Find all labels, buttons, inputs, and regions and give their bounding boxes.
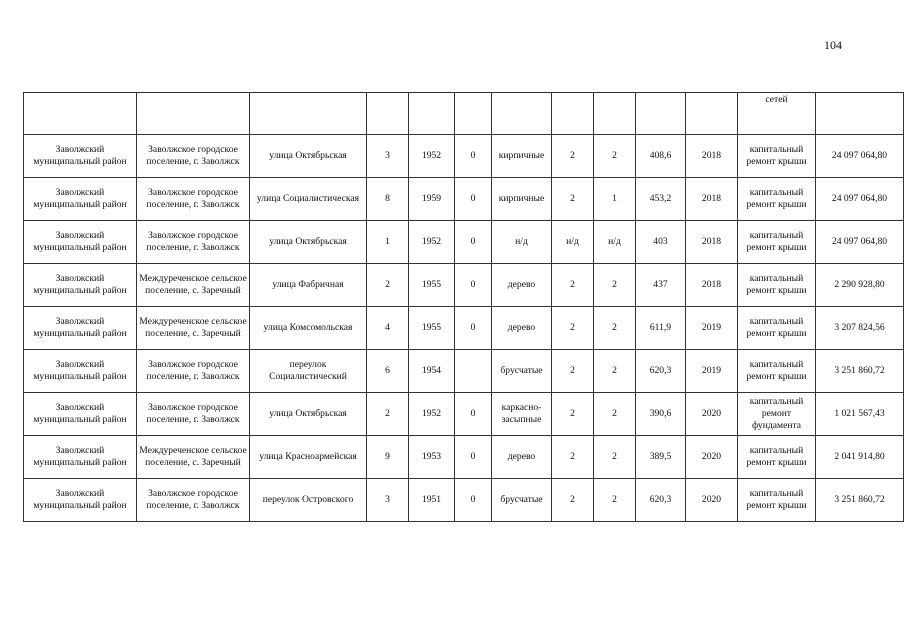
house-number-cell: 1 xyxy=(367,221,409,264)
wear-cell: 0 xyxy=(455,221,492,264)
area-cell: 389,5 xyxy=(636,436,686,479)
settlement-cell: Заволжское городское поселение, г. Заволжск xyxy=(137,178,250,221)
district-cell: Заволжский муниципальный район xyxy=(24,178,137,221)
settlement-cell: Междуреченское сельское поселение, с. Заречный xyxy=(137,436,250,479)
table-cell xyxy=(137,93,250,135)
year-built-cell: 1959 xyxy=(409,178,455,221)
settlement-cell: Заволжское городское поселение, г. Заволжск xyxy=(137,479,250,522)
district-cell: Заволжский муниципальный район xyxy=(24,479,137,522)
entrances-cell: 2 xyxy=(594,393,636,436)
entrances-cell: 1 xyxy=(594,178,636,221)
wall-material-cell: н/д xyxy=(492,221,552,264)
wall-material-cell: кирпичные xyxy=(492,178,552,221)
wall-material-cell: каркасно-засыпные xyxy=(492,393,552,436)
year-built-cell: 1952 xyxy=(409,135,455,178)
cost-cell: 1 021 567,43 xyxy=(816,393,904,436)
entrances-cell: 2 xyxy=(594,436,636,479)
table-cell xyxy=(250,93,367,135)
year-built-cell: 1955 xyxy=(409,264,455,307)
wall-material-cell: брусчатые xyxy=(492,350,552,393)
house-number-cell: 6 xyxy=(367,350,409,393)
area-cell: 390,6 xyxy=(636,393,686,436)
table-cell xyxy=(636,93,686,135)
cost-cell: 3 251 860,72 xyxy=(816,350,904,393)
entrances-cell: н/д xyxy=(594,221,636,264)
area-cell: 611,9 xyxy=(636,307,686,350)
street-cell: улица Красноармейская xyxy=(250,436,367,479)
wear-cell: 0 xyxy=(455,307,492,350)
entrances-cell: 2 xyxy=(594,350,636,393)
area-cell: 408,6 xyxy=(636,135,686,178)
repair-type-cell: капитальный ремонт крыши xyxy=(738,178,816,221)
entrances-cell: 2 xyxy=(594,479,636,522)
cost-cell: 2 041 914,80 xyxy=(816,436,904,479)
table-row xyxy=(24,178,904,221)
street-cell: улица Октябрьская xyxy=(250,221,367,264)
wear-cell: 0 xyxy=(455,436,492,479)
wear-cell: 0 xyxy=(455,393,492,436)
area-cell: 403 xyxy=(636,221,686,264)
settlement-cell: Заволжское городское поселение, г. Заволжск xyxy=(137,221,250,264)
table-row xyxy=(24,135,904,178)
repair-year-cell: 2020 xyxy=(686,479,738,522)
district-cell: Заволжский муниципальный район xyxy=(24,350,137,393)
floors-cell: 2 xyxy=(552,479,594,522)
district-cell: Заволжский муниципальный район xyxy=(24,436,137,479)
street-cell: улица Социалистическая xyxy=(250,178,367,221)
street-cell: переулок Островского xyxy=(250,479,367,522)
table-cell xyxy=(686,93,738,135)
year-built-cell: 1952 xyxy=(409,221,455,264)
table-cell xyxy=(455,93,492,135)
district-cell: Заволжский муниципальный район xyxy=(24,264,137,307)
wall-material-cell: дерево xyxy=(492,264,552,307)
repair-year-cell: 2019 xyxy=(686,350,738,393)
district-cell: Заволжский муниципальный район xyxy=(24,221,137,264)
floors-cell: 2 xyxy=(552,393,594,436)
table-cell xyxy=(367,93,409,135)
area-cell: 620,3 xyxy=(636,479,686,522)
street-cell: улица Комсомольская xyxy=(250,307,367,350)
house-number-cell: 8 xyxy=(367,178,409,221)
year-built-cell: 1952 xyxy=(409,393,455,436)
header-continuation-row xyxy=(24,93,904,135)
wall-material-cell: дерево xyxy=(492,307,552,350)
table-cell xyxy=(492,93,552,135)
page-number: 104 xyxy=(824,38,842,52)
entrances-cell: 2 xyxy=(594,264,636,307)
table-row xyxy=(24,350,904,393)
wear-cell: 0 xyxy=(455,135,492,178)
area-cell: 620,3 xyxy=(636,350,686,393)
floors-cell: 2 xyxy=(552,350,594,393)
table-cell xyxy=(552,93,594,135)
year-built-cell: 1951 xyxy=(409,479,455,522)
repair-type-cell: капитальный ремонт крыши xyxy=(738,307,816,350)
wall-material-cell: кирпичные xyxy=(492,135,552,178)
repair-year-cell: 2020 xyxy=(686,436,738,479)
floors-cell: 2 xyxy=(552,436,594,479)
housing-repair-table xyxy=(23,92,904,522)
house-number-cell: 9 xyxy=(367,436,409,479)
district-cell: Заволжский муниципальный район xyxy=(24,135,137,178)
year-built-cell: 1953 xyxy=(409,436,455,479)
table-cell xyxy=(409,93,455,135)
table-row xyxy=(24,393,904,436)
table-cell xyxy=(816,93,904,135)
repair-year-cell: 2018 xyxy=(686,221,738,264)
area-cell: 437 xyxy=(636,264,686,307)
wear-cell: 0 xyxy=(455,479,492,522)
street-cell: улица Октябрьская xyxy=(250,393,367,436)
entrances-cell: 2 xyxy=(594,307,636,350)
entrances-cell: 2 xyxy=(594,135,636,178)
floors-cell: 2 xyxy=(552,307,594,350)
settlement-cell: Междуреченское сельское поселение, с. Заречный xyxy=(137,264,250,307)
table-row xyxy=(24,479,904,522)
settlement-cell: Заволжское городское поселение, г. Заволжск xyxy=(137,350,250,393)
cost-cell: 24 097 064,80 xyxy=(816,135,904,178)
table-row xyxy=(24,264,904,307)
district-cell: Заволжский муниципальный район xyxy=(24,393,137,436)
cost-cell: 3 251 860,72 xyxy=(816,479,904,522)
repair-year-cell: 2020 xyxy=(686,393,738,436)
house-number-cell: 3 xyxy=(367,135,409,178)
wear-cell: 0 xyxy=(455,264,492,307)
house-number-cell: 4 xyxy=(367,307,409,350)
floors-cell: н/д xyxy=(552,221,594,264)
repair-type-cell: капитальный ремонт крыши xyxy=(738,479,816,522)
cost-cell: 24 097 064,80 xyxy=(816,221,904,264)
settlement-cell: Междуреченское сельское поселение, с. Заречный xyxy=(137,307,250,350)
repair-type-cell: капитальный ремонт крыши xyxy=(738,135,816,178)
table-cell: сетей xyxy=(738,93,816,135)
cost-cell: 3 207 824,56 xyxy=(816,307,904,350)
wall-material-cell: брусчатые xyxy=(492,479,552,522)
floors-cell: 2 xyxy=(552,178,594,221)
table-cell xyxy=(594,93,636,135)
repair-type-cell: капитальный ремонт крыши xyxy=(738,264,816,307)
district-cell: Заволжский муниципальный район xyxy=(24,307,137,350)
street-cell: улица Фабричная xyxy=(250,264,367,307)
cost-cell: 2 290 928,80 xyxy=(816,264,904,307)
street-cell: улица Октябрьская xyxy=(250,135,367,178)
repair-type-cell: капитальный ремонт фундамента xyxy=(738,393,816,436)
repair-year-cell: 2018 xyxy=(686,264,738,307)
house-number-cell: 2 xyxy=(367,393,409,436)
year-built-cell: 1954 xyxy=(409,350,455,393)
repair-year-cell: 2018 xyxy=(686,135,738,178)
floors-cell: 2 xyxy=(552,135,594,178)
settlement-cell: Заволжское городское поселение, г. Заволжск xyxy=(137,135,250,178)
table-row xyxy=(24,436,904,479)
house-number-cell: 2 xyxy=(367,264,409,307)
repair-type-cell: капитальный ремонт крыши xyxy=(738,221,816,264)
wear-cell: 0 xyxy=(455,178,492,221)
area-cell: 453,2 xyxy=(636,178,686,221)
house-number-cell: 3 xyxy=(367,479,409,522)
table-cell xyxy=(24,93,137,135)
repair-year-cell: 2018 xyxy=(686,178,738,221)
table-row xyxy=(24,307,904,350)
street-cell: переулок Социалистический xyxy=(250,350,367,393)
repair-year-cell: 2019 xyxy=(686,307,738,350)
cost-cell: 24 097 064,80 xyxy=(816,178,904,221)
floors-cell: 2 xyxy=(552,264,594,307)
settlement-cell: Заволжское городское поселение, г. Заволжск xyxy=(137,393,250,436)
wear-cell xyxy=(455,350,492,393)
table-row xyxy=(24,221,904,264)
wall-material-cell: дерево xyxy=(492,436,552,479)
repair-type-cell: капитальный ремонт крыши xyxy=(738,436,816,479)
year-built-cell: 1955 xyxy=(409,307,455,350)
repair-type-cell: капитальный ремонт крыши xyxy=(738,350,816,393)
